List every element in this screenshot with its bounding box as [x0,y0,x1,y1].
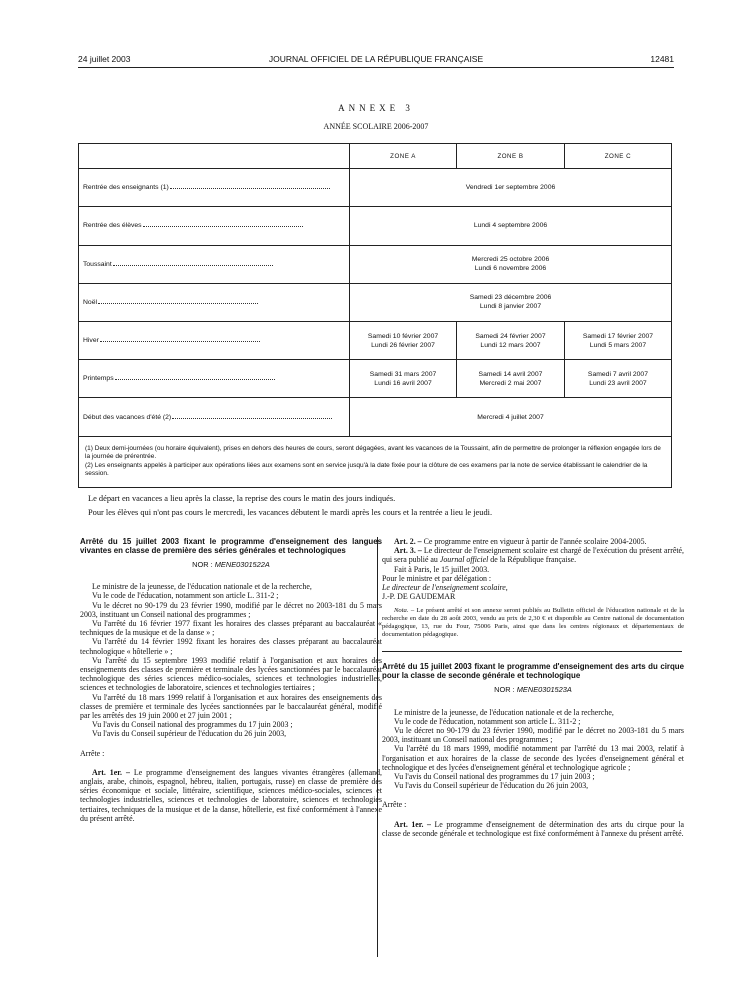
table-row [79,207,672,245]
table-row [79,245,672,283]
header-journal: JOURNAL OFFICIEL DE LA RÉPUBLIQUE FRANÇAISE [268,54,484,64]
zone-header: ZONE C [564,144,671,169]
paragraph: Vu l'avis du Conseil national des programmes du 17 juin 2003 ; [92,720,293,730]
calendar-table [78,143,672,488]
nor-reference-2: NOR : MENE0301523A [494,685,572,695]
zone-header: ZONE B [457,144,565,169]
row-label: Toussaint [79,245,350,283]
row-value: Vendredi 1er septembre 2006 [350,169,672,207]
row-label: Début des vacances d'été (2) [79,398,350,436]
article-1: Art. 1er. – Le programme d'enseignement des langues vivantes étrangères (allemand, anglais, arabe, chinois, espagnol, hébreu, italien, portugais, russe) en classe de première des séries économique et sociale, littéraire, scientifique, sciences médico-sociales, sciences et technologies industrielles, sciences et technologies de laboratoire, sciences et technologies tertiaires, techniques de la musique et de la danse, hôtellerie, est fixé conformément à l'annexe du présent arrêté. [80,767,382,823]
header-date: 24 juillet 2003 [78,54,131,64]
row-value-zone-c: Samedi 17 février 2007 Lundi 5 mars 2007 [564,322,671,360]
paragraph: Vu l'avis du Conseil national des programmes du 17 juin 2003 ; [394,772,595,782]
signature-line-1: Pour le ministre et par délégation : [382,573,492,583]
header-page-number: 12481 [650,54,674,64]
arrete-label: Arrête : [80,748,105,758]
annexe-title: ANNEXE 3 [338,103,414,113]
article-3: Art. 3. – Le directeur de l'enseignement scolaire est chargé de l'exécution du présent arrêté, qui sera publié au Journal officiel de la République française. [382,546,684,565]
paragraph: Vu le décret no 90-179 du 23 février 1990, modifié par le décret no 2003-181 du 5 mars 2003, instituant un Conseil national des programmes ; [382,726,684,745]
table-row [79,169,672,207]
row-label: Rentrée des enseignants (1) [79,169,350,207]
row-value-zone-b: Samedi 24 février 2007 Lundi 12 mars 2007 [457,322,565,360]
row-value-zone-a: Samedi 31 mars 2007 Lundi 16 avril 2007 [350,360,457,398]
article-1-b: Art. 1er. – Le programme d'enseignement de détermination des arts du cirque pour la classe de seconde générale et technologique est fixé conformément à l'annexe du présent arrêté. [382,819,684,838]
paragraph: Vu l'arrêté du 18 mars 1999 relatif à l'organisation et aux horaires des enseignements des classes de première et terminale des lycées sanctionnées par le baccalauréat général, modifié par les arrêtés des 19 juin 2000 et 27 juin 2001 ; [80,692,382,721]
row-value: Lundi 4 septembre 2006 [350,207,672,245]
nota: Nota. – Le présent arrêté et son annexe seront publiés au Bulletin officiel de l'éducation nationale et de la recherche en date du 28 août 2003, vendu au prix de 2,30 € et disponible au Centre national de documentation pédagogique, 13, rue du Four, 75006 Paris, ainsi que dans les centres régionaux et départementaux de documentation pédagogique. [382,607,684,639]
annexe-subtitle: ANNÉE SCOLAIRE 2006-2007 [323,122,429,131]
row-label: Rentrée des élèves [79,207,350,245]
row-label: Hiver [79,322,350,360]
section-rule [382,651,682,652]
article-2: Art. 2. – Ce programme entre en vigueur à partir de l'année scolaire 2004-2005. [394,537,647,546]
footnote-1: (1) Deux demi-journées (ou horaire équivalent), prises en dehors des heures de cours, seront dégagées, avant les vacances de la Toussaint, afin de permettre de prolonger la réflexion engagée lors de la journée de prérentrée. [85,444,661,461]
table-row [79,283,672,321]
table-header-row [79,144,672,169]
paragraph: Vu l'arrêté du 15 septembre 1993 modifié relatif à l'organisation et aux horaires des enseignements des classes de première et terminale des lycées sanctionnées par le baccalauréat technologique des séries sciences médico-sociales, sciences et technologies industrielles, sciences et technologies de laboratoire, sciences et technologies tertiaires ; [80,655,382,693]
right-column [382,537,684,838]
paragraph: Vu l'arrêté du 16 février 1977 fixant les horaires des classes préparant au baccalauréat « techniques de la musique et de la danse » ; [80,619,382,638]
decree-heading: Arrêté du 15 juillet 2003 fixant le programme d'enseignement des langues vivantes en classe de première des séries générales et technologiques [80,537,382,555]
row-label: Printemps [79,360,350,398]
paragraph: Vu le décret no 90-179 du 23 février 1990, modifié par le décret no 2003-181 du 5 mars 2003, instituant un Conseil national des programmes ; [80,600,382,619]
paragraph: Vu le code de l'éducation, notamment son article L. 311-2 ; [394,716,581,726]
paragraph: Le ministre de la jeunesse, de l'éducation nationale et de la recherche, [92,582,312,592]
row-label: Noël [79,283,350,321]
table-notes-row [79,436,672,487]
table-row [79,398,672,436]
zone-header: ZONE A [350,144,457,169]
table-notes [79,436,672,487]
footnote-2: (2) Les enseignants appelés à participer aux opérations liées aux examens sont en service jusqu'à la date fixée pour la clôture de ces examens par la note de service établissant le calendrier de la session. [85,461,648,478]
row-value: Mercredi 4 juillet 2007 [350,398,672,436]
table-row [79,360,672,398]
row-value-zone-c: Samedi 7 avril 2007 Lundi 23 avril 2007 [564,360,671,398]
table-header-empty [79,144,350,169]
left-column [80,537,382,823]
decree-heading-2: Arrêté du 15 juillet 2003 fixant le programme d'enseignement des arts du cirque pour la classe de seconde générale et technologique [382,662,684,681]
row-value: Samedi 23 décembre 2006 Lundi 8 janvier 2007 [350,283,672,321]
arrete-label-2: Arrête : [382,800,407,810]
after-table-line-2: Pour les élèves qui n'ont pas cours le mercredi, les vacances débutent le mardi après les cours et la rentrée a lieu le jeudi. [88,508,493,517]
paragraph: Le ministre de la jeunesse, de l'éducation nationale et de la recherche, [394,707,614,717]
after-table-line-1: Le départ en vacances a lieu après la classe, la reprise des cours le matin des jours indiqués. [88,494,396,503]
page-header [78,54,674,68]
paragraph: Vu l'arrêté du 18 mars 1999, modifié notamment par l'arrêté du 13 mai 2003, relatif à l'organisation et aux horaires de la classe de seconde des lycées d'enseignement général et technologique et des lycées d'enseignement général et technologique agricole ; [382,744,684,772]
row-value: Mercredi 25 octobre 2006 Lundi 6 novembre 2006 [350,245,672,283]
signature-name: J.-P. DE GAUDEMAR [382,592,456,602]
table-row [79,322,672,360]
row-value-zone-a: Samedi 10 février 2007 Lundi 26 février 2007 [350,322,457,360]
row-value-zone-b: Samedi 14 avril 2007 Mercredi 2 mai 2007 [457,360,565,398]
paragraph: Vu le code de l'éducation, notamment son article L. 311-2 ; [92,591,279,601]
signature-date: Fait à Paris, le 15 juillet 2003. [394,564,490,574]
signature-line-2: Le directeur de l'enseignement scolaire, [382,583,508,593]
paragraph: Vu l'avis du Conseil supérieur de l'éducation du 26 juin 2003, [92,729,287,739]
paragraph: Vu l'arrêté du 14 février 1992 fixant les horaires des classes préparant au baccalauréat technologique « hôtellerie » ; [80,637,382,656]
header-rule [78,67,674,68]
nor-reference: NOR : MENE0301522A [192,560,270,569]
paragraph: Vu l'avis du Conseil supérieur de l'éducation du 26 juin 2003, [394,781,589,791]
